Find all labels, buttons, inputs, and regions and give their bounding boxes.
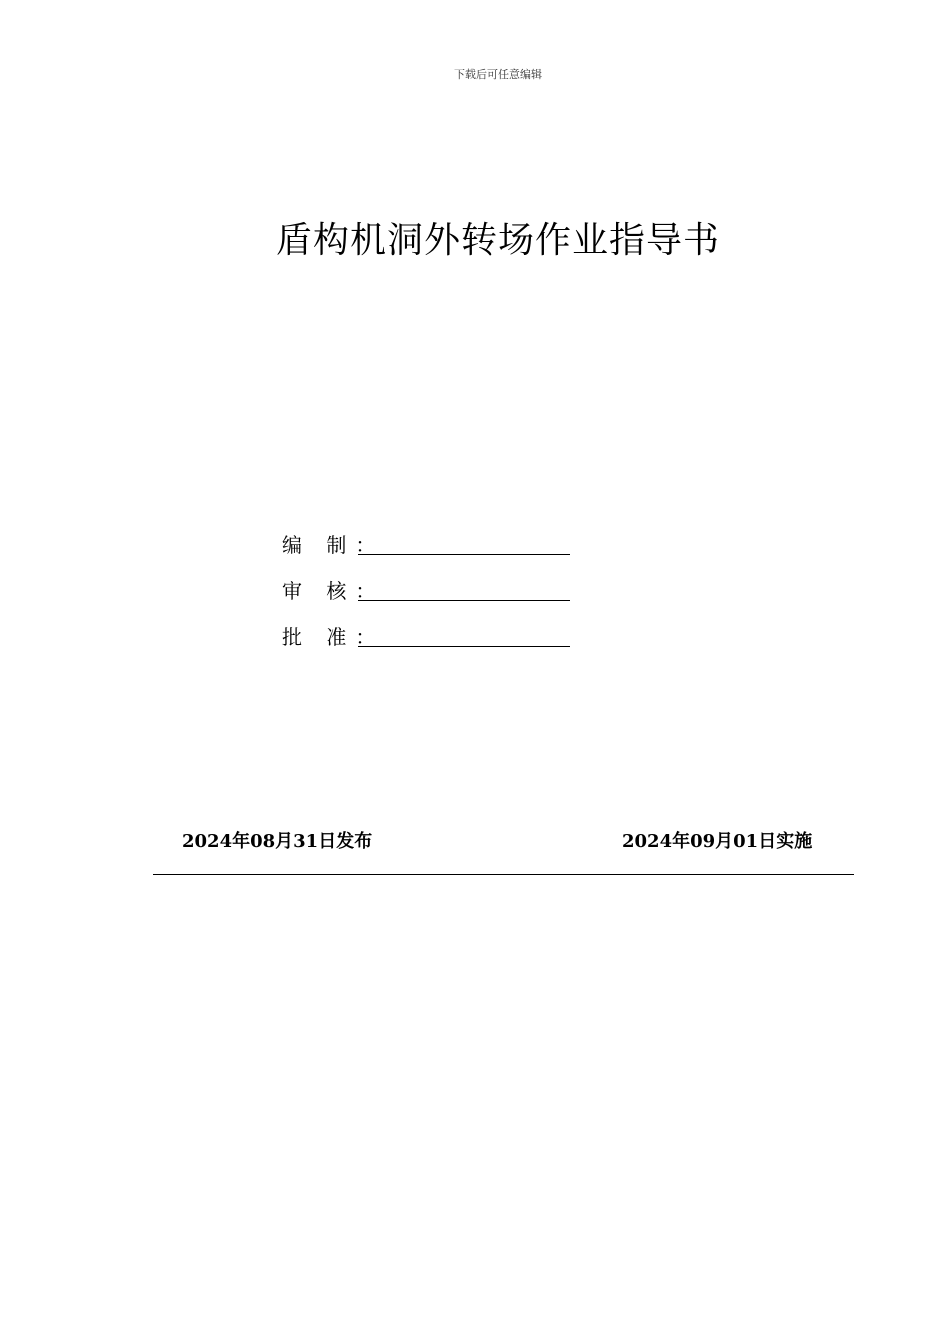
- header-note: 下载后可任意编辑: [454, 68, 542, 81]
- signature-row-compile: [282, 512, 582, 558]
- signature-label-review: 审 核：: [282, 579, 385, 603]
- signature-label-approve: 批 准：: [282, 625, 385, 649]
- signature-label-compile: 编 制：: [282, 533, 385, 557]
- publish-date: 2024年08月31日发布: [182, 831, 373, 852]
- signature-line-review: [358, 578, 570, 601]
- footer-divider: [153, 874, 854, 875]
- implement-date: 2024年09月01日实施: [622, 831, 813, 852]
- signature-row-approve: [282, 604, 582, 650]
- signature-row-review: [282, 558, 582, 604]
- signature-line-approve: [358, 624, 570, 647]
- signature-block: [282, 512, 582, 650]
- signature-line-compile: [358, 532, 570, 555]
- document-title: 盾构机洞外转场作业指导书: [275, 220, 720, 261]
